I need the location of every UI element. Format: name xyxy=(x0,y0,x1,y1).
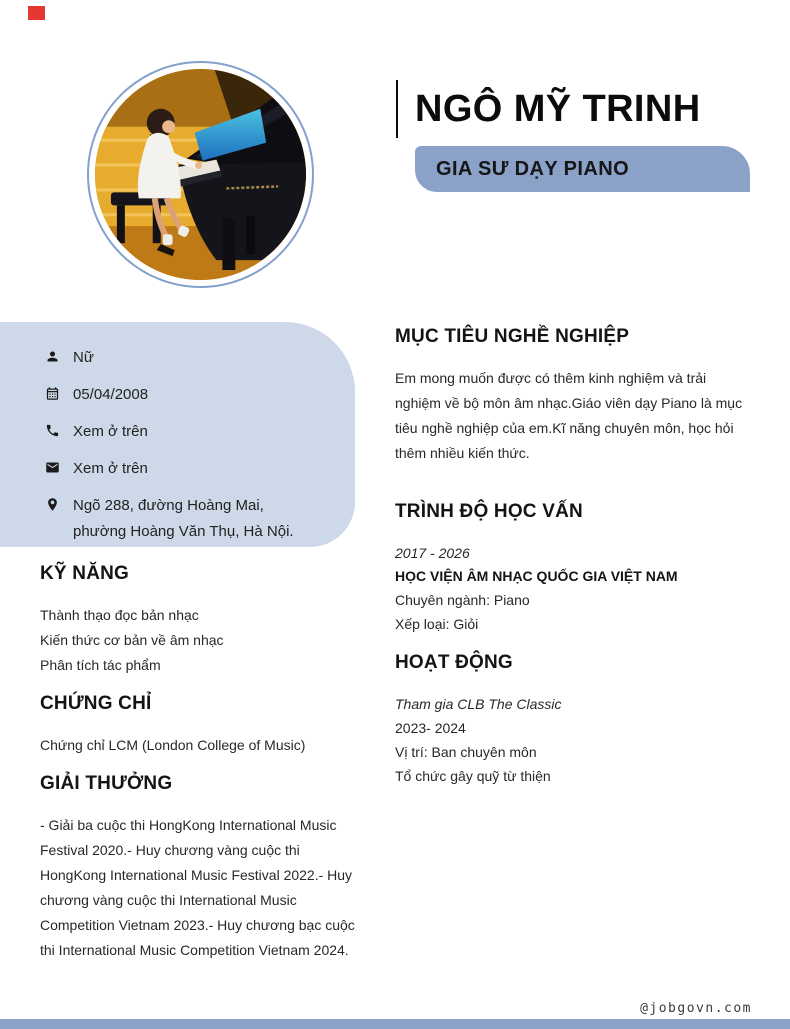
education-major: Chuyên ngành: Piano xyxy=(395,592,530,608)
bottom-accent-bar xyxy=(0,1019,790,1029)
contact-row-email xyxy=(45,458,335,482)
contact-phone: Xem ở trên xyxy=(73,423,148,440)
skills-list xyxy=(40,603,360,678)
activity-club: Tham gia CLB The Classic xyxy=(395,696,562,712)
contact-birthday: 05/04/2008 xyxy=(73,386,149,403)
education-school: HỌC VIỆN ÂM NHẠC QUỐC GIA VIỆT NAM xyxy=(395,568,678,584)
skills-heading: KỸ NĂNG xyxy=(40,563,130,584)
contact-gender: Nữ xyxy=(73,349,94,366)
contact-row-address xyxy=(45,495,335,545)
education-grade: Xếp loại: Giỏi xyxy=(395,616,479,632)
header-name-block xyxy=(396,80,756,138)
objective-text: Em mong muốn được có thêm kinh nghiệm và trải nghiệm về bộ môn âm nhạc.Giáo viên dạy Piano là mục tiêu nghề nghiệp của em.Kĩ năng chuyên môn, học hỏi thêm nhiều kiến thức. xyxy=(395,370,743,461)
activity-period: 2023- 2024 xyxy=(395,720,466,736)
phone-icon xyxy=(45,423,60,438)
skill-item: Kiến thức cơ bản về âm nhạc xyxy=(40,632,224,648)
activity-position: Vị trí: Ban chuyên môn xyxy=(395,744,537,760)
contact-address: Ngõ 288, đường Hoàng Mai, phường Hoàng Văn Thụ, Hà Nội. xyxy=(73,497,294,540)
education-heading: TRÌNH ĐỘ HỌC VẤN xyxy=(395,501,583,522)
certificate-item: Chứng chỉ LCM (London College of Music) xyxy=(40,737,306,753)
watermark-credit: @jobgovn.com xyxy=(640,1001,752,1016)
piano-performance-illustration xyxy=(95,69,306,280)
candidate-name: NGÔ MỸ TRINH xyxy=(415,87,701,130)
location-icon xyxy=(45,497,60,512)
awards-heading: GIẢI THƯỞNG xyxy=(40,773,173,794)
awards-text: - Giải ba cuộc thi HongKong International Music Festival 2020.- Huy chương vàng cuộc thi HongKong International Music Festival 2022.- Huy chương vàng cuộc thi International Music Competition Vietnam 2023.- Huy chương bạc cuộc thi International Music Competition Vietnam 2024. xyxy=(40,817,355,958)
calendar-icon xyxy=(45,386,60,401)
activity-detail: Tổ chức gây quỹ từ thiện xyxy=(395,768,551,784)
skill-item: Phân tích tác phẩm xyxy=(40,657,161,673)
profile-photo-ring xyxy=(87,61,314,288)
contact-row-gender xyxy=(45,347,335,371)
certificates-heading: CHỨNG CHỈ xyxy=(40,693,152,714)
contact-row-phone xyxy=(45,421,335,445)
job-title: GIA SƯ DẠY PIANO xyxy=(436,157,630,180)
job-title-banner xyxy=(415,146,750,192)
contact-email: Xem ở trên xyxy=(73,460,148,477)
corner-red-mark xyxy=(28,6,45,20)
contact-row-birthday xyxy=(45,384,335,408)
objective-heading: MỤC TIÊU NGHỀ NGHIỆP xyxy=(395,326,630,347)
mail-icon xyxy=(45,460,60,475)
activities-heading: HOẠT ĐỘNG xyxy=(395,652,513,673)
profile-photo xyxy=(95,69,306,280)
person-icon xyxy=(45,349,60,364)
skill-item: Thành thạo đọc bản nhạc xyxy=(40,607,199,623)
contact-panel xyxy=(0,322,355,547)
education-period: 2017 - 2026 xyxy=(395,545,470,561)
